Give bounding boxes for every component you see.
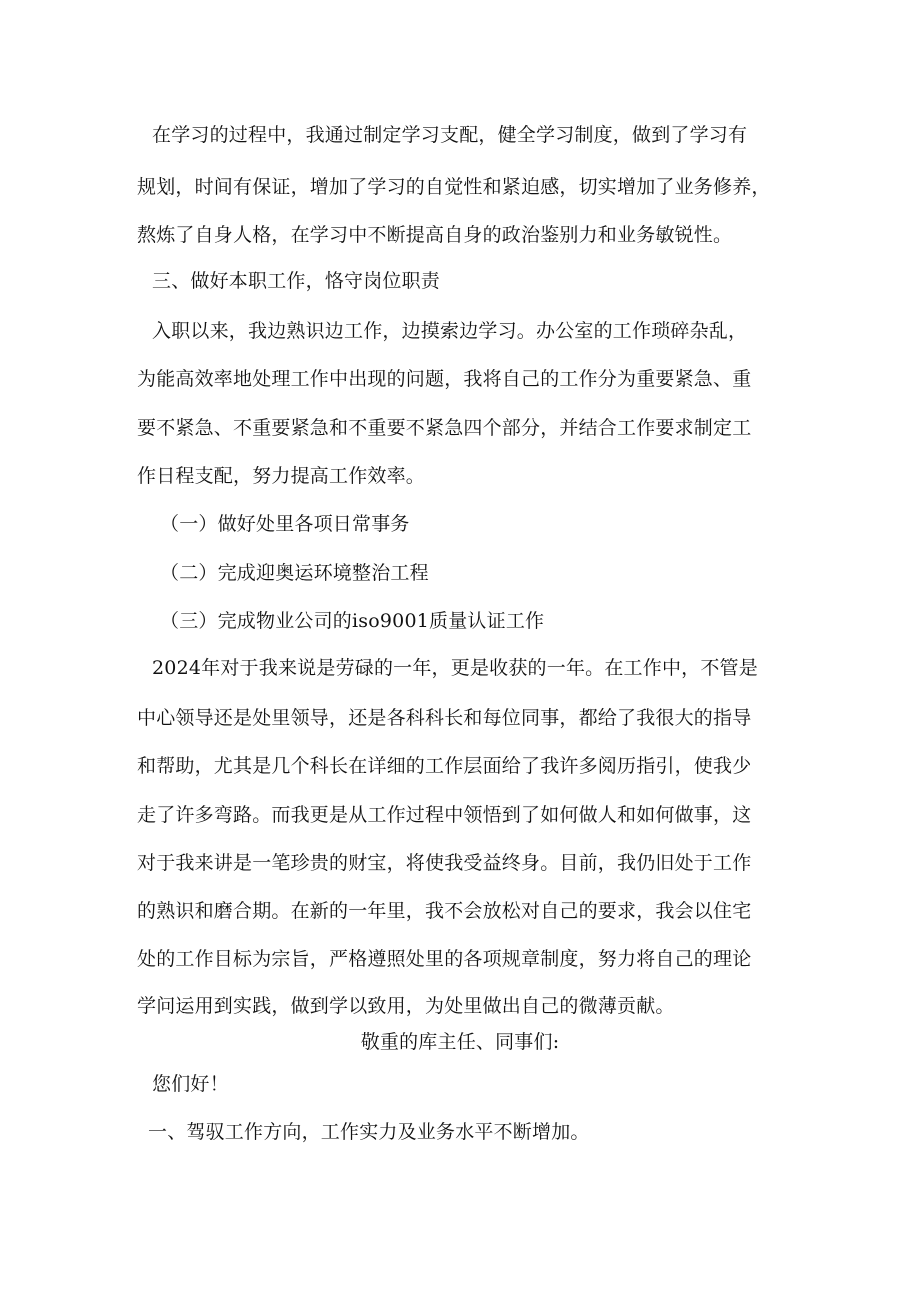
- paragraph-line: 和帮助，尤其是几个科长在详细的工作层面给了我许多阅历指引，使我少: [137, 755, 752, 777]
- salutation: 敬重的库主任、同事们:: [360, 1031, 560, 1053]
- paragraph-line: 作日程支配，努力提高工作效率。: [137, 465, 426, 487]
- sub-item: （二）完成迎奥运环境整治工程: [160, 562, 429, 584]
- paragraph-line: 熬炼了自身人格，在学习中不断提高自身的政治鉴别力和业务敏锐性。: [137, 224, 733, 246]
- sub-item: （三）完成物业公司的iso9001质量认证工作: [160, 610, 545, 632]
- paragraph-line: 对于我来讲是一笔珍贵的财宝，将使我受益终身。目前，我仍旧处于工作: [137, 852, 752, 874]
- sub-item: （一）做好处里各项日常事务: [160, 513, 410, 535]
- paragraph-line: 在学习的过程中，我通过制定学习支配，健全学习制度，做到了学习有: [152, 124, 748, 146]
- section-heading: 三、做好本职工作，恪守岗位职责: [152, 270, 441, 292]
- paragraph-line: 2024年对于我来说是劳碌的一年，更是收获的一年。在工作中，不管是: [152, 657, 758, 679]
- paragraph-line: 的熟识和磨合期。在新的一年里，我不会放松对自己的要求，我会以住宅: [137, 900, 752, 922]
- paragraph-line: 处的工作目标为宗旨，严格遵照处里的各项规章制度，努力将自己的理论: [137, 948, 752, 970]
- paragraph-line: 入职以来，我边熟识边工作，边摸索边学习。办公室的工作琐碎杂乱，: [152, 320, 748, 342]
- paragraph-line: 中心领导还是处里领导，还是各科科长和每位同事，都给了我很大的指导: [137, 707, 752, 729]
- paragraph-line: 规划，时间有保证，增加了学习的自觉性和紧迫感，切实增加了业务修养，: [137, 176, 771, 198]
- paragraph-line: 走了许多弯路。而我更是从工作过程中领悟到了如何做人和如何做事，这: [137, 804, 752, 826]
- greeting: 您们好！: [152, 1073, 229, 1095]
- paragraph-line: 要不紧急、不重要紧急和不重要不紧急四个部分，并结合工作要求制定工: [137, 417, 752, 439]
- paragraph-line: 为能高效率地处理工作中出现的问题，我将自己的工作分为重要紧急、重: [137, 368, 752, 390]
- paragraph-line: 学问运用到实践，做到学以致用，为处里做出自己的微薄贡献。: [137, 995, 675, 1017]
- section-heading: 一、驾驭工作方向，工作实力及业务水平不断增加。: [148, 1121, 590, 1143]
